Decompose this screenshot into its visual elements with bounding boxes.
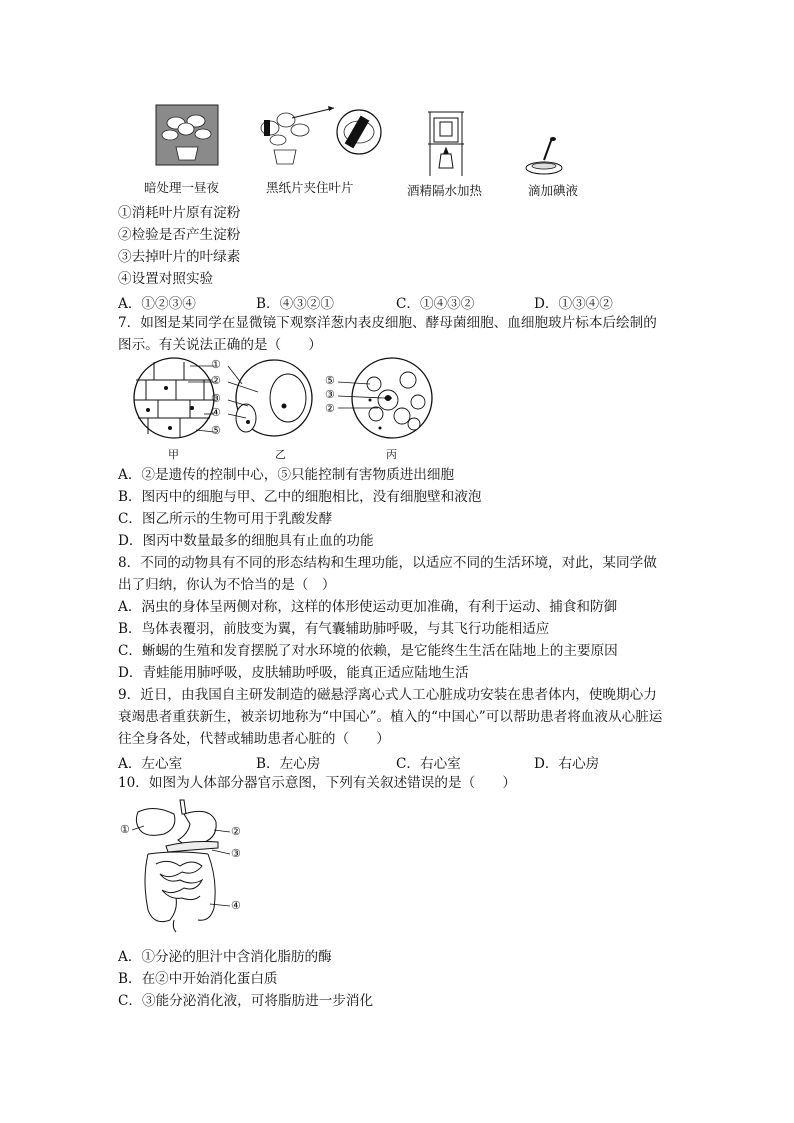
blood-cell-circle [352, 358, 432, 438]
q10-option-c[interactable]: C．③能分泌消化液，可将脂肪进一步消化 [118, 993, 374, 1009]
q10-option-b[interactable]: B．在②中开始消化蛋白质 [118, 971, 278, 987]
q7-option-b[interactable]: B．图丙中的细胞与甲、乙中的细胞相比，没有细胞壁和液泡 [118, 489, 482, 505]
q7-label-3: ③ [211, 392, 221, 405]
q10-option-a[interactable]: A．①分泌的胆汁中含消化脂肪的酶 [118, 949, 332, 965]
q8-option-c[interactable]: C．蜥蜴的生殖和发育摆脱了对水环境的依赖，是它能终生生活在陆地上的主要原因 [118, 643, 618, 659]
q8-stem-line1: 8．不同的动物具有不同的形态结构和生理功能，以适应不同的生活环境，对此，某同学做 [118, 555, 657, 571]
q10-label-1: ① [120, 823, 130, 836]
q9-option-a[interactable]: A．左心室 [118, 756, 183, 772]
q6-option-d[interactable]: D．①③④② [534, 296, 613, 312]
q6-option-c[interactable]: C．①④③② [396, 296, 475, 312]
q7-cell-figure [118, 358, 438, 446]
iodine-figure [522, 136, 566, 178]
q7-option-a[interactable]: A．②是遗传的控制中心，⑤只能控制有害物质进出细胞 [118, 467, 455, 483]
q9-option-d[interactable]: D．右心房 [534, 756, 600, 772]
caption-water-bath: 酒精隔水加热 [407, 183, 483, 198]
q6-statement-1: ①消耗叶片原有淀粉 [118, 205, 241, 221]
q10-label-4: ④ [231, 899, 241, 912]
q8-option-d[interactable]: D．青蛙能用肺呼吸，皮肤辅助呼吸，能真正适应陆地生活 [118, 665, 469, 681]
q8-option-a[interactable]: A．涡虫的身体呈两侧对称，这样的体形使运动更加准确，有利于运动、捕食和防御 [118, 599, 618, 615]
q8-option-b[interactable]: B．鸟体表覆羽，前肢变为翼，有气囊辅助肺呼吸，与其飞行功能相适应 [118, 621, 550, 637]
q8-stem-line2: 出了归纳，你认为不恰当的是（ ） [118, 577, 336, 593]
q7-label-r3: ③ [325, 388, 335, 401]
q10-label-3: ③ [231, 847, 241, 860]
q7-stem-line2: 图示。有关说法正确的是（ ） [118, 337, 322, 353]
q6-statement-3: ③去掉叶片的叶绿素 [118, 249, 241, 265]
q7-label-2: ② [211, 374, 221, 387]
yeast-cell-circle [236, 360, 312, 436]
caption-iodine: 滴加碘液 [528, 183, 579, 198]
q9-stem-line2: 衰竭患者重获新生，被亲切地称为“中国心”。植入的“中国心”可以帮助患者将血液从心脏运 [118, 709, 663, 725]
q9-stem-line1: 9．近日，由我国自主研发制造的磁悬浮离心式人工心脏成功安装在患者体内，使晚期心力 [118, 687, 657, 703]
q6-option-a[interactable]: A．①②③④ [118, 296, 196, 312]
onion-cell-circle [134, 358, 214, 438]
q7-label-bing: 丙 [386, 448, 397, 461]
black-paper-figure [256, 106, 386, 168]
q7-label-1: ① [211, 358, 221, 371]
q6-options [118, 292, 678, 310]
q9-option-c[interactable]: C．右心室 [396, 756, 461, 772]
water-bath-figure [426, 110, 466, 178]
q7-label-5: ⑤ [211, 424, 221, 437]
q9-options [118, 752, 678, 770]
q7-option-c[interactable]: C．图乙所示的生物可用于乳酸发酵 [118, 511, 333, 527]
q7-label-jia: 甲 [168, 448, 179, 461]
q7-label-r2: ② [325, 402, 335, 415]
q6-option-b[interactable]: B．④③②① [256, 296, 334, 312]
q7-option-d[interactable]: D．图丙中数量最多的细胞具有止血的功能 [118, 533, 374, 549]
dark-treatment-figure [156, 105, 218, 165]
q10-digestive-figure [118, 800, 248, 935]
caption-dark-treatment: 暗处理一昼夜 [144, 180, 220, 195]
q7-label-4: ④ [211, 406, 221, 419]
q7-label-yi: 乙 [275, 448, 286, 461]
q7-stem-line1: 7．如图是某同学在显微镜下观察洋葱内表皮细胞、酵母菌细胞、血细胞玻片标本后绘制的 [118, 315, 657, 331]
caption-black-paper: 黑纸片夹住叶片 [266, 180, 354, 195]
q6-statement-4: ④设置对照实验 [118, 271, 214, 287]
q9-option-b[interactable]: B．左心房 [256, 756, 321, 772]
q10-label-2: ② [231, 825, 241, 838]
q6-statement-2: ②检验是否产生淀粉 [118, 227, 241, 243]
q10-stem: 10．如图为人体部分器官示意图，下列有关叙述错误的是（ ） [118, 775, 516, 791]
q7-label-r5: ⑤ [325, 374, 335, 387]
q9-stem-line3: 往全身各处，代替或辅助患者心脏的（ ） [118, 731, 390, 747]
